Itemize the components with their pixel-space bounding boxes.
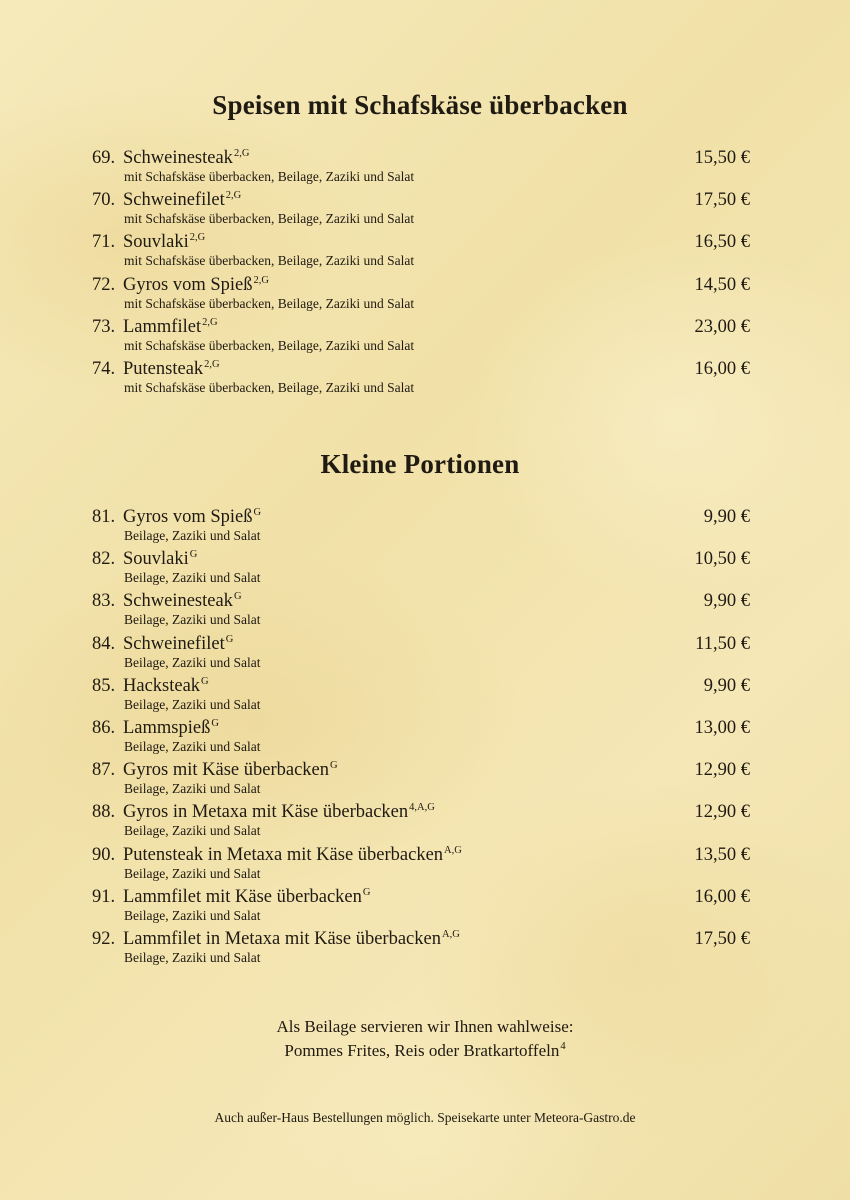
menu-item-allergens: G xyxy=(362,886,371,898)
menu-item-allergens: G xyxy=(330,760,338,772)
menu-item xyxy=(92,716,750,758)
side-dish-line-2-sup: 4 xyxy=(560,1041,566,1052)
menu-item-price: 11,50 € xyxy=(695,633,750,654)
menu-item-price: 17,50 € xyxy=(694,928,750,949)
menu-item-description: Beilage, Zaziki und Salat xyxy=(124,570,261,586)
menu-item-number: 83. xyxy=(92,591,116,612)
menu-item-allergens: 2,G xyxy=(233,148,250,159)
menu-item xyxy=(92,589,750,631)
menu-item xyxy=(92,843,750,885)
menu-item-row xyxy=(92,674,750,698)
menu-item-price: 13,00 € xyxy=(694,717,750,738)
menu-item-allergens: 2,G xyxy=(202,316,218,328)
menu-item xyxy=(92,315,750,357)
menu-item-name: Lammfilet xyxy=(123,316,202,337)
menu-list-kleine-portionen xyxy=(92,505,750,969)
menu-item-description: Beilage, Zaziki und Salat xyxy=(124,612,261,628)
menu-item-description: Beilage, Zaziki und Salat xyxy=(124,907,261,923)
menu-item-price: 23,00 € xyxy=(694,316,750,337)
menu-item-row xyxy=(92,505,750,529)
menu-item-name: Souvlaki xyxy=(123,549,189,570)
menu-item-row xyxy=(92,716,750,740)
menu-item-price: 9,90 € xyxy=(703,591,750,612)
menu-item-number: 82. xyxy=(92,549,116,570)
side-dish-line-1: Als Beilage servieren wir Ihnen wahlweise: xyxy=(276,1017,574,1036)
menu-item-allergens: G xyxy=(233,591,242,603)
menu-item-price: 12,90 € xyxy=(694,802,750,823)
menu-item xyxy=(92,758,750,800)
menu-item-description: Beilage, Zaziki und Salat xyxy=(124,738,261,754)
menu-item-allergens: A,G xyxy=(444,844,462,856)
menu-item-row xyxy=(92,927,750,951)
menu-item-row xyxy=(92,230,750,254)
menu-item xyxy=(92,273,750,315)
menu-item-number: 87. xyxy=(92,760,116,781)
menu-item-row xyxy=(92,273,750,297)
menu-item xyxy=(92,505,750,547)
menu-item-number: 88. xyxy=(92,802,116,823)
menu-item-number: 84. xyxy=(92,633,116,654)
menu-item-description: mit Schafskäse überbacken, Beilage, Zaziki und Salat xyxy=(124,211,415,227)
menu-item-description: Beilage, Zaziki und Salat xyxy=(124,528,261,543)
menu-item-row xyxy=(92,315,750,339)
menu-item-name: Lammfilet in Metaxa mit Käse überbacken xyxy=(123,928,441,949)
menu-item xyxy=(92,800,750,842)
menu-item-name: Putensteak xyxy=(123,358,204,379)
menu-item xyxy=(92,927,750,969)
menu-item-description: mit Schafskäse überbacken, Beilage, Zaziki und Salat xyxy=(124,379,415,395)
menu-item-description: Beilage, Zaziki und Salat xyxy=(124,696,261,712)
menu-item-row xyxy=(92,758,750,782)
menu-item-number: 90. xyxy=(92,844,116,865)
menu-item-price: 9,90 € xyxy=(703,507,750,527)
menu-item-number: 72. xyxy=(92,274,116,295)
menu-item-price: 9,90 € xyxy=(703,675,750,696)
menu-item xyxy=(92,146,750,188)
menu-item-row xyxy=(92,800,750,824)
menu-item-name: Hacksteak xyxy=(123,675,201,696)
menu-item-name: Schweinefilet xyxy=(123,190,225,211)
side-dish-line-2 xyxy=(0,1039,850,1063)
menu-item-name: Gyros mit Käse überbacken xyxy=(123,760,330,781)
menu-item-price: 15,50 € xyxy=(694,148,750,168)
menu-item xyxy=(92,885,750,927)
menu-item-allergens: 2,G xyxy=(204,358,220,370)
menu-item-row xyxy=(92,885,750,909)
menu-item-description: Beilage, Zaziki und Salat xyxy=(124,949,261,965)
menu-item-number: 92. xyxy=(92,928,116,949)
menu-item-name: Souvlaki xyxy=(123,232,189,253)
menu-item-allergens: G xyxy=(225,633,234,645)
menu-item-number: 81. xyxy=(92,507,116,527)
menu-item-allergens: G xyxy=(211,717,219,729)
menu-item-allergens: G xyxy=(253,507,262,518)
menu-item-number: 70. xyxy=(92,190,116,211)
menu-item-price: 16,50 € xyxy=(694,232,750,253)
menu-item xyxy=(92,674,750,716)
menu-item-price: 12,90 € xyxy=(694,760,750,781)
menu-item-row xyxy=(92,589,750,613)
menu-list-schafskaese xyxy=(92,146,750,399)
menu-item-number: 74. xyxy=(92,358,116,379)
menu-item-price: 10,50 € xyxy=(694,549,750,570)
menu-item-name: Gyros vom Spieß xyxy=(123,274,253,295)
menu-item xyxy=(92,547,750,589)
menu-item-name: Schweinesteak xyxy=(123,148,233,168)
menu-item-description: mit Schafskäse überbacken, Beilage, Zaziki und Salat xyxy=(124,169,415,184)
menu-item-row xyxy=(92,357,750,381)
menu-item-allergens: 2,G xyxy=(189,232,206,244)
menu-item-allergens: 2,G xyxy=(225,190,242,202)
section-title-schafskaese: Speisen mit Schafskäse überbacken xyxy=(212,90,628,120)
menu-item-description: Beilage, Zaziki und Salat xyxy=(124,865,261,881)
menu-item-name: Lammfilet mit Käse überbacken xyxy=(123,886,362,907)
menu-item-name: Schweinesteak xyxy=(123,591,233,612)
menu-item-allergens: 2,G xyxy=(253,274,269,286)
menu-item xyxy=(92,357,750,399)
menu-item-number: 91. xyxy=(92,886,116,907)
menu-item-row xyxy=(92,632,750,656)
menu-item-number: 71. xyxy=(92,232,116,253)
menu-item-number: 85. xyxy=(92,675,116,696)
menu-item xyxy=(92,230,750,272)
menu-item-description: Beilage, Zaziki und Salat xyxy=(124,781,261,797)
menu-item-name: Gyros in Metaxa mit Käse überbacken xyxy=(123,802,409,823)
menu-item-row xyxy=(92,146,750,170)
menu-item-description: mit Schafskäse überbacken, Beilage, Zaziki und Salat xyxy=(124,253,415,269)
side-dish-line-2-text: Pommes Frites, Reis oder Bratkartoffeln xyxy=(284,1041,560,1060)
menu-item-name: Schweinefilet xyxy=(123,633,225,654)
menu-item-name: Lammspieß xyxy=(123,717,211,738)
menu-item-description: Beilage, Zaziki und Salat xyxy=(124,654,261,670)
menu-item-allergens: 4,A,G xyxy=(409,802,435,814)
menu-item-row xyxy=(92,188,750,212)
menu-item-allergens: G xyxy=(201,675,209,687)
menu-item-name: Putensteak in Metaxa mit Käse überbacken xyxy=(123,844,444,865)
menu-item-number: 69. xyxy=(92,148,116,168)
menu-item-row xyxy=(92,547,750,571)
menu-item-price: 16,00 € xyxy=(694,358,750,379)
menu-item-price: 14,50 € xyxy=(694,274,750,295)
menu-item-allergens: G xyxy=(189,549,198,561)
menu-item-price: 17,50 € xyxy=(694,190,750,211)
menu-item-number: 86. xyxy=(92,717,116,738)
menu-item-name: Gyros vom Spieß xyxy=(123,507,253,527)
section-title-kleine-portionen: Kleine Portionen xyxy=(320,449,520,479)
menu-item-row xyxy=(92,843,750,867)
menu-item-description: mit Schafskäse überbacken, Beilage, Zaziki und Salat xyxy=(124,295,415,311)
menu-item xyxy=(92,632,750,674)
menu-item-description: mit Schafskäse überbacken, Beilage, Zaziki und Salat xyxy=(124,337,415,353)
footer-note: Auch außer-Haus Bestellungen möglich. Speisekarte unter Meteora-Gastro.de xyxy=(214,1110,636,1125)
menu-item-number: 73. xyxy=(92,316,116,337)
menu-item-description: Beilage, Zaziki und Salat xyxy=(124,823,261,839)
menu-item-allergens: A,G xyxy=(441,928,460,940)
menu-item xyxy=(92,188,750,230)
menu-item-price: 16,00 € xyxy=(694,886,750,907)
menu-item-price: 13,50 € xyxy=(694,844,750,865)
